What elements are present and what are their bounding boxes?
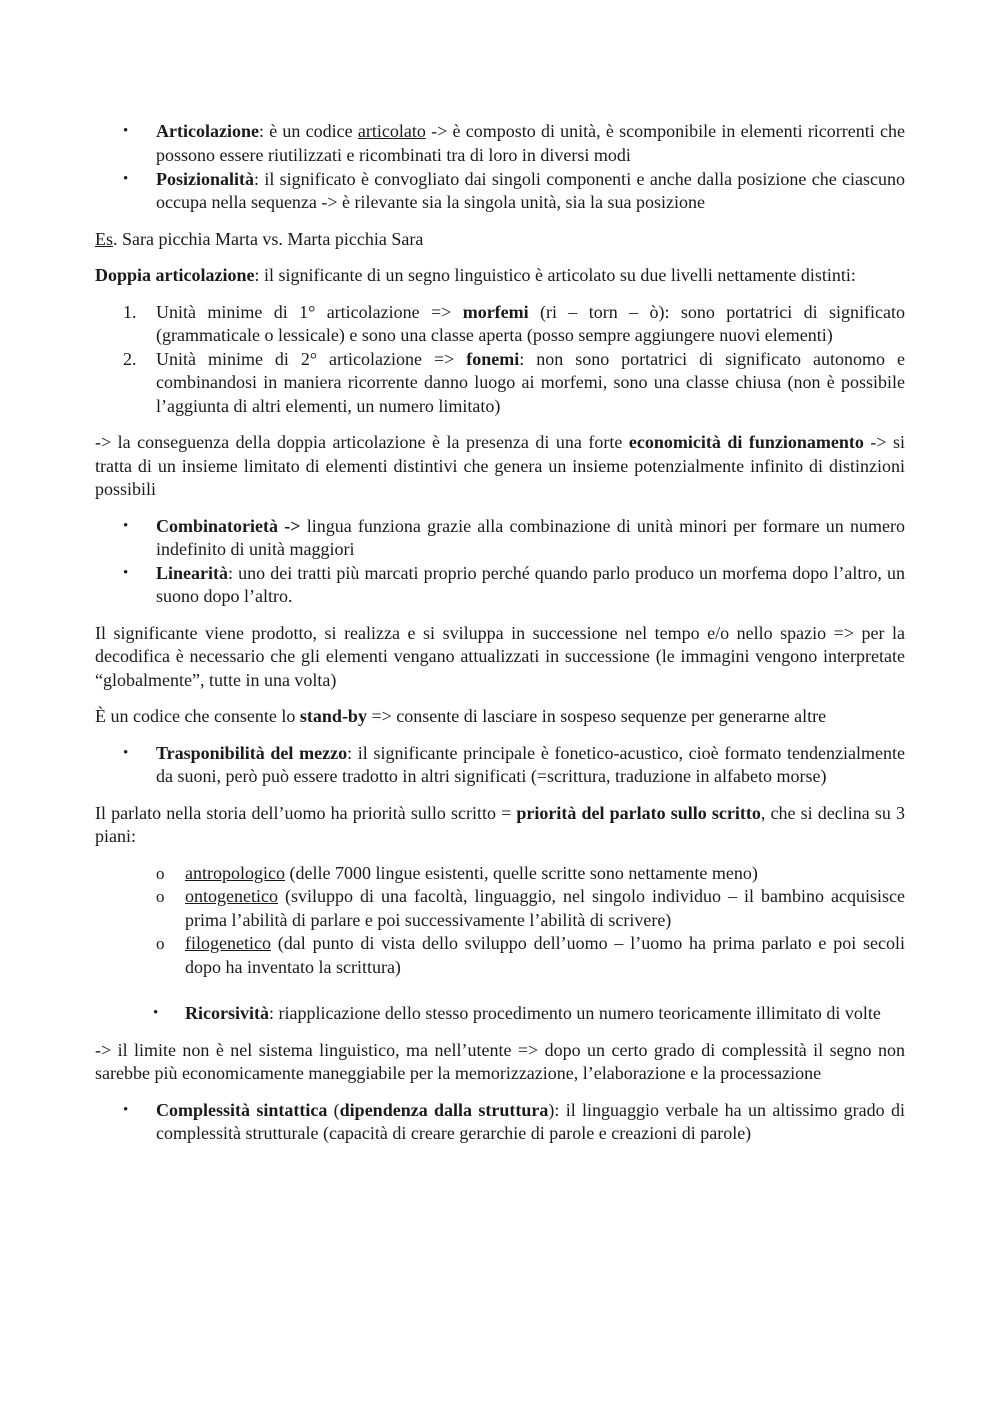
underlined-term: ontogenetico (185, 886, 278, 906)
text: => consente di lasciare in sospeso sequenze per generarne altre (366, 706, 827, 726)
document-body (95, 120, 905, 1146)
paragraph-conseguenza (95, 431, 905, 502)
text: (dal punto di vista dello sviluppo dell’uomo – l’uomo ha prima parlato e poi secoli dopo ha inventato la scrittura) (185, 933, 905, 977)
text: : il significante principale è fonetico-acustico, cioè formato tendenzialmente da suoni, però può essere tradotto in altri significati (=scrittura, traduzione in alfabeto morse) (156, 742, 905, 786)
bullet-item-posizionalita (95, 168, 905, 215)
circle-bullet-icon: o (156, 887, 165, 906)
term: Combinatorietà -> (156, 515, 301, 536)
underlined-term: articolato (357, 121, 426, 141)
list-number: 1. (123, 301, 137, 322)
bullet-icon: • (123, 170, 129, 187)
text: È un codice che consente lo (95, 706, 300, 726)
bullet-icon: • (123, 1101, 129, 1118)
paragraph-doppia-articolazione (95, 264, 905, 288)
text: : uno dei tratti più marcati proprio perché quando parlo produco un morfema dopo l’altro, un suono dopo l’altro. (156, 562, 905, 606)
text: -> si tratta di un insieme limitato di elementi distintivi che genera un insieme potenzialmente infinito di distinzioni possibili (95, 432, 905, 499)
term: economicità di funzionamento (628, 432, 864, 452)
paragraph-limite: -> il limite non è nel sistema linguistico, ma nell’utente => dopo un certo grado di complessità il segno non sarebbe più economicamente maneggiabile per la memorizzazione, l’elaborazione e la processazione (95, 1039, 905, 1083)
text: ): il linguaggio verbale ha un altissimo grado di complessità strutturale (capacità di creare gerarchie di parole e creazioni di parole) (156, 1099, 905, 1143)
bullet-item-trasponibilita (95, 742, 905, 789)
sub-item-ontogenetico (95, 885, 905, 932)
text: (delle 7000 lingue esistenti, quelle scritte sono nettamente meno) (284, 862, 758, 883)
bullet-item-linearita (95, 562, 905, 609)
bullet-icon: • (123, 517, 129, 534)
underlined-term: antropologico (185, 862, 285, 883)
bullet-item-ricorsivita (95, 1002, 905, 1026)
bullet-icon: • (123, 123, 129, 139)
text: , che si declina su 3 piani: (95, 802, 905, 846)
text: : riapplicazione dello stesso procedimento un numero teoricamente illimitato di volte (268, 1003, 881, 1023)
term: Complessità sintattica (156, 1099, 328, 1120)
paragraph-standby (95, 705, 905, 729)
circle-bullet-icon: o (156, 934, 165, 953)
text: (sviluppo di una facoltà, linguaggio, nel singolo individuo – il bambino acquisisce prima l’abilità di parlare e poi successivamente l’abilità di scrivere) (185, 886, 905, 930)
text: : è un codice (258, 121, 358, 141)
term: Ricorsività (185, 1003, 269, 1023)
term: Trasponibilità del mezzo (156, 742, 348, 763)
numbered-item-2 (95, 348, 905, 419)
term: Doppia articolazione (95, 265, 255, 285)
text: ( (327, 1099, 340, 1120)
term: dipendenza dalla struttura (339, 1099, 549, 1120)
term: stand-by (299, 706, 367, 726)
text: Unità minime di 1° articolazione => (156, 301, 463, 322)
example-paragraph (95, 228, 905, 252)
sub-item-antropologico (95, 862, 905, 886)
term: fonemi (466, 348, 520, 369)
text: (ri – torn – ò): sono portatrici di significato (grammaticale o lessicale) e sono una classe aperta (posso sempre aggiungere nuovi elementi) (156, 301, 906, 345)
bullet-item-combinatorieta (95, 515, 905, 562)
term: Linearità (156, 562, 228, 583)
text: lingua funziona grazie alla combinazione di unità minori per formare un numero indefinito di unità maggiori (156, 515, 905, 559)
bullet-icon: • (153, 1005, 159, 1021)
term: morfemi (462, 301, 529, 322)
bullet-icon: • (123, 564, 129, 581)
paragraph-parlato (95, 802, 905, 849)
term: Articolazione (156, 121, 259, 141)
text: -> la conseguenza della doppia articolazione è la presenza di una forte (95, 432, 629, 452)
underlined-term: Es (95, 228, 113, 249)
text: : non sono portatrici di significato autonomo e combinandosi in maniera ricorrente danno luogo ai morfemi, sono una classe chiusa (non è possibile l’aggiunta di altri elementi, un numero limitato) (156, 348, 905, 416)
term: priorità del parlato sullo scritto (516, 802, 761, 823)
term: Posizionalità (156, 168, 254, 189)
list-number: 2. (123, 348, 137, 369)
underlined-term: filogenetico (185, 933, 271, 953)
text: Unità minime di 2° articolazione => (156, 348, 467, 369)
text: . Sara picchia Marta vs. Marta picchia Sara (113, 228, 424, 249)
bullet-item-complessita (95, 1099, 905, 1146)
sub-item-filogenetico (95, 932, 905, 979)
text: : il significato è convogliato dai singoli componenti e anche dalla posizione che ciascuno occupa nella sequenza -> è rilevante sia la singola unità, sia la sua posizione (156, 168, 905, 212)
text: Il parlato nella storia dell’uomo ha priorità sullo scritto = (95, 802, 517, 823)
numbered-item-1 (95, 301, 905, 348)
circle-bullet-icon: o (156, 863, 165, 883)
bullet-icon: • (123, 744, 129, 761)
bullet-item-articolazione (95, 120, 905, 167)
text: : il significante di un segno linguistico è articolato su due livelli nettamente distinti: (254, 265, 856, 285)
text: -> è composto di unità, è scomponibile in elementi ricorrenti che possono essere riutilizzati e ricombinati tra di loro in diversi modi (156, 121, 905, 165)
paragraph-significante: Il significante viene prodotto, si realizza e si sviluppa in successione nel tempo e/o nello spazio => per la decodifica è necessario che gli elementi vengano attualizzati in successione (le immagini vengono interpretate “globalmente”, tutte in una volta) (95, 622, 905, 690)
